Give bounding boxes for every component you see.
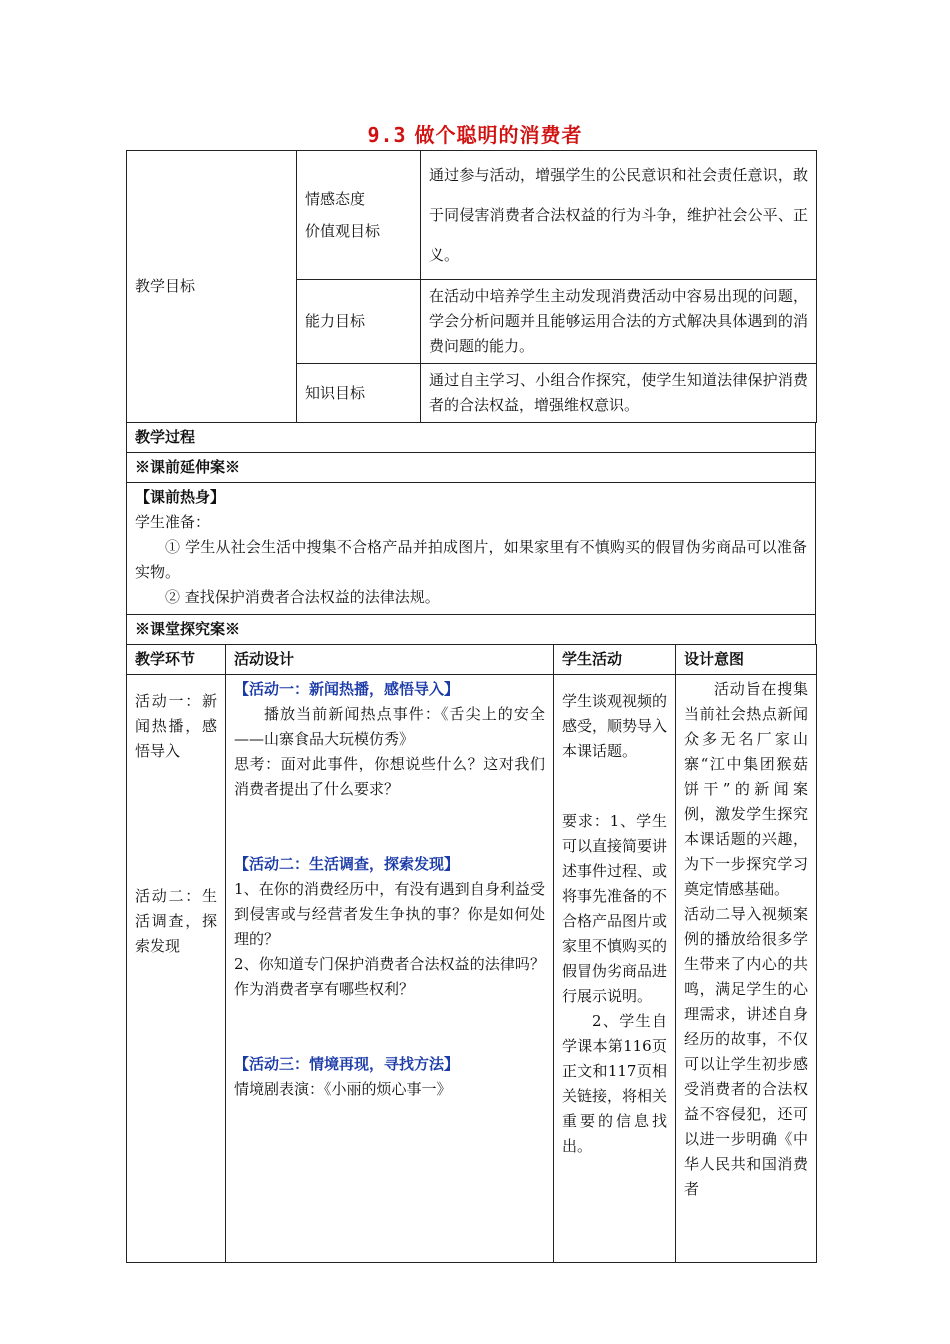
process-header: 教学过程 [127,423,816,453]
activity-2-q2: 2、你知道专门保护消费者合法权益的法律吗？作为消费者享有哪些权利？ [234,955,545,998]
goal-text-knowledge: 通过自主学习、小组合作探究，使学生知道法律保护消费者的合法权益，增强维权意识。 [421,364,817,423]
goals-table [126,150,817,423]
title-number: 9.3 [367,123,407,147]
warmup-title: 【课前热身】 [135,488,226,506]
goal-label-ability: 能力目标 [297,280,421,364]
intent-cell [676,675,817,1263]
activity-3-desc: 情境剧表演：《小丽的烦心事一》 [234,1080,452,1098]
warmup-prep: 学生准备： [135,513,211,531]
intent-1: 活动旨在搜集当前社会热点新闻众多无名厂家山寨“江中集团猴菇饼干”的新闻案例，激发学生探究本课话题的兴趣，为下一步探究学习奠定情感基础。 [684,680,808,898]
stage-2: 活动二：生活调查，探索发现 [135,887,217,955]
stage-1: 活动一：新闻热播，感悟导入 [135,692,217,760]
goal-text-emotion: 通过参与活动，增强学生的公民意识和社会责任意识，敢于同侵害消费者合法权益的行为斗争，维护社会公平、正义。 [421,151,817,280]
activity-1-question: 思考：面对此事件，你想说些什么？这对我们消费者提出了什么要求？ [234,755,545,798]
stage-cell [127,675,226,1263]
col-header-intent: 设计意图 [676,645,817,675]
col-header-design: 活动设计 [226,645,554,675]
lesson-plan-table [126,150,816,1263]
student-activity-2: 要求：1、学生可以直接简要讲述事件过程、或将事先准备的不合格产品图片或家里不慎购买的假冒伪劣商品进行展示说明。 [562,812,668,1005]
goal-text-ability: 在活动中培养学生主动发现消费活动中容易出现的问题，学会分析问题并且能够运用合法的方式解决具体遇到的消费问题的能力。 [421,280,817,364]
col-header-student: 学生活动 [554,645,676,675]
design-cell [226,675,554,1263]
title-text: 做个聪明的消费者 [414,123,583,147]
activity-1-title: 【活动一：新闻热播，感悟导入】 [234,680,460,698]
activity-table [126,644,817,1263]
intent-2: 活动二导入视频案例的播放给很多学生带来了内心的共鸣，满足学生的心理需求，讲述自身经历的故事，不仅可以让学生初步感受消费者的合法权益不容侵犯，还可以进一步明确《中华人民共和国消费者 [684,905,808,1198]
warmup-item-2: ② 查找保护消费者合法权益的法律法规。 [165,588,440,606]
activity-1-desc: 播放当前新闻热点事件：《舌尖上的安全——山寨食品大玩模仿秀》 [234,705,545,748]
goal-label-emotion: 情感态度 价值观目标 [297,151,421,280]
goal-label-knowledge: 知识目标 [297,364,421,423]
document-title [0,119,950,148]
col-header-stage: 教学环节 [127,645,226,675]
student-activity-1: 学生谈观视频的感受，顺势导入本课话题。 [562,692,668,760]
pre-class-header: ※课前延伸案※ [127,453,816,483]
activity-2-title: 【活动二：生活调查，探索发现】 [234,855,460,873]
goals-section-label: 教学目标 [127,151,297,423]
in-class-header: ※课堂探究案※ [127,615,816,645]
student-activity-3: 2、学生自学课本第116页正文和117页相关链接，将相关重要的信息找出。 [562,1012,668,1155]
process-table [126,422,816,645]
activity-2-q1: 1、在你的消费经历中，有没有遇到自身利益受到侵害或与经营者发生争执的事？你是如何处理的？ [234,880,545,948]
warmup-block [127,483,816,615]
warmup-item-1: ① 学生从社会生活中搜集不合格产品并拍成图片，如果家里有不慎购买的假冒伪劣商品可以准备实物。 [135,538,807,581]
activity-3-title: 【活动三：情境再现，寻找方法】 [234,1055,460,1073]
student-cell [554,675,676,1263]
